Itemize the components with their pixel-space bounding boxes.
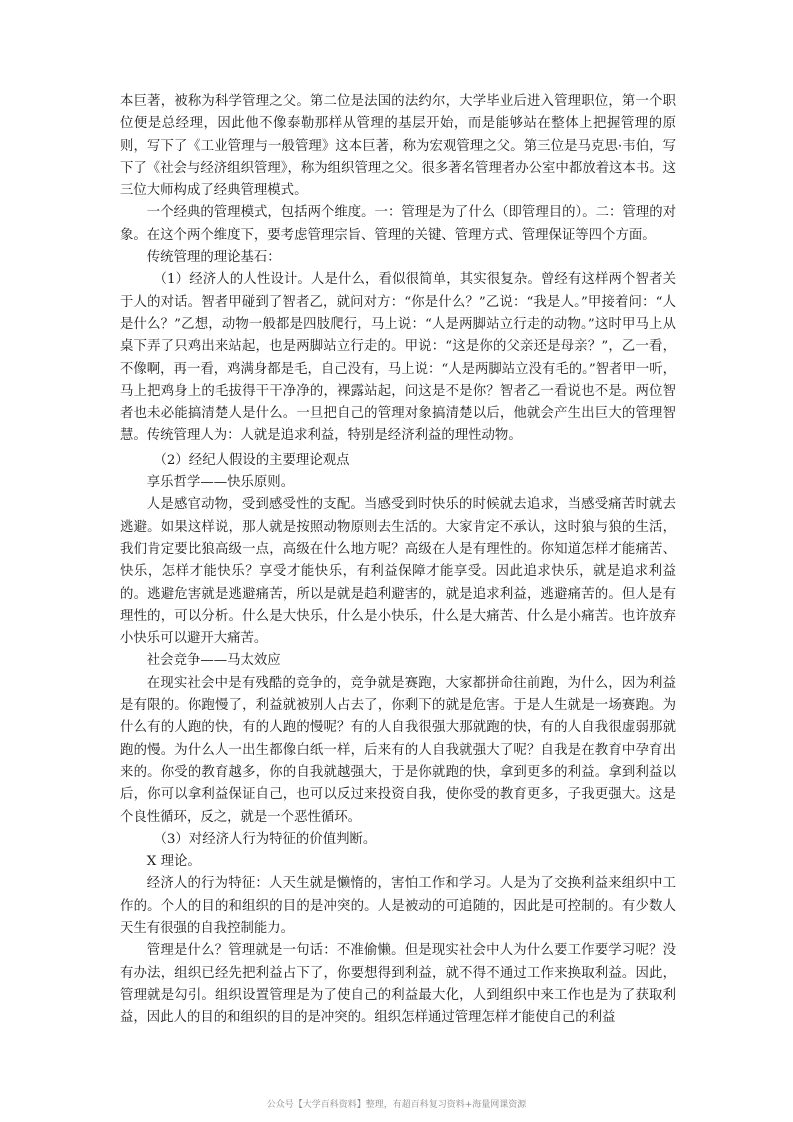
page-footer-watermark: 公众号【大学百科资料】整理，有超百科复习资料+海量网课资源: [266, 1100, 527, 1110]
paragraph-founders: 本巨著，被称为科学管理之父。第二位是法国的法约尔，大学毕业后进入管理职位，第一个职位便是总经理，因此他不像泰勒那样从管理的基层开始，而是能够站在整体上把握管理的原则，写下了《工业管理与一般管理》这本巨著，称为宏观管理之父。第三位是马克思·韦伯，写下了《社会与经济组织管理》，称为组织管理之父。很多著名管理者办公室中都放着这本书。这三位大师构成了经典管理模式。: [120, 94, 676, 199]
paragraph-hedonism: 人是感官动物，受到感受性的支配。当感受到时快乐的时候就去追求，当感受痛苦时就去逃避。如果这样说，那人就是按照动物原则去生活的。大家肯定不承认，这时狼与狼的生活，我们肯定要比狼高级一点，高级在什么地方呢？高级在人是有理性的。你知道怎样才能痛苦、快乐，怎样才能快乐？享受才能快乐，有利益保障才能享受。因此追求快乐，就是追求利益的。逃避危害就是逃避痛苦，所以是就是趋利避害的，就是追求利益，逃避痛苦的。但人是有理性的，可以分析。什么是大快乐，什么是小快乐，什么是大痛苦、什么是小痛苦。也许放弃小快乐可以避开大痛苦。: [120, 497, 676, 647]
paragraph-what-is-management: 管理是什么？管理就是一句话：不准偷懒。但是现实社会中人为什么要工作要学习呢？没有办法，组织已经先把利益占下了，你要想得到利益，就不得不通过工作来换取利益。因此，管理就是勾引。组织设置管理是为了使自己的利益最大化，人到组织中来工作也是为了获取利益，因此人的目的和组织的目的是冲突的。组织怎样通过管理怎样才能使自己的利益: [120, 943, 676, 1026]
heading-value-judgement: （3）对经济人行为特征的价值判断。: [153, 831, 377, 847]
document-body: [120, 91, 676, 1029]
heading-theory-foundation: 传统管理的理论基石：: [146, 250, 281, 266]
subheading-matthew-effect: 社会竞争——马太效应: [146, 653, 281, 669]
subheading-hedonism: 享乐哲学——快乐原则。: [146, 475, 295, 491]
paragraph-competition: 在现实社会中是有残酷的竞争的，竞争就是赛跑，大家都拼命往前跑，为什么，因为利益是有限的。你跑慢了，利益就被别人占去了，你剩下的就是危害。于是人生就是一场赛跑。为什么有的人跑的快，有的人跑的慢呢？有的人自我很强大那就跑的快，有的人自我很虚弱那就跑的慢。为什么人一出生都像白纸一样，后来有的人自我就强大了呢？自我是在教育中孕育出来的。你受的教育越多，你的自我就越强大，于是你就跑的快，拿到更多的利益。拿到利益以后，你可以拿利益保证自己，也可以反过来投资自我，使你受的教育更多，子我更强大。这是个良性循环，反之，就是一个恶性循环。: [120, 675, 676, 825]
paragraph-two-dimensions: 一个经典的管理模式，包括两个维度。一：管理是为了什么（即管理目的）。二：管理的对象。在这个两个维度下，要考虑管理宗旨、管理的关键、管理方式、管理保证等四个方面。: [120, 205, 676, 243]
paragraph-behavior-traits: 经济人的行为特征：人天生就是懒惰的，害怕工作和学习。人是为了交换利益来组织中工作的。个人的目的和组织的目的是冲突的。人是被动的可追随的，因此是可控制的。有少数人天生有很强的自我控制能力。: [120, 876, 676, 936]
paragraph-economic-man: （1）经济人的人性设计。人是什么，看似很简单，其实很复杂。曾经有这样两个智者关于人的对话。智者甲碰到了智者乙，就问对方：“你是什么？”乙说：“我是人。”甲接着问：“人是什么？”乙想，动物一般都是四肢爬行，马上说：“人是两脚站立行走的动物。”这时甲马上从桌下弄了只鸡出来站起，也是两脚站立行走的。甲说：“这是你的父亲还是母亲？”，乙一看，不像啊，再一看，鸡满身都是毛，自己没有，马上说：“人是两脚站立没有毛的。”智者甲一听，马上把鸡身上的毛拔得干干净净的，裸露站起，问这是不是你？智者乙一看说也不是。两位智者也未必能搞清楚人是什么。一旦把自己的管理对象搞清楚以后，他就会产生出巨大的管理智慧。传统管理人为：人就是追求利益，特别是经济利益的理性动物。: [120, 272, 677, 444]
subheading-theory-x: X 理论。: [146, 854, 201, 870]
heading-economic-man-views: （2）经纪人假设的主要理论观点: [153, 452, 350, 468]
